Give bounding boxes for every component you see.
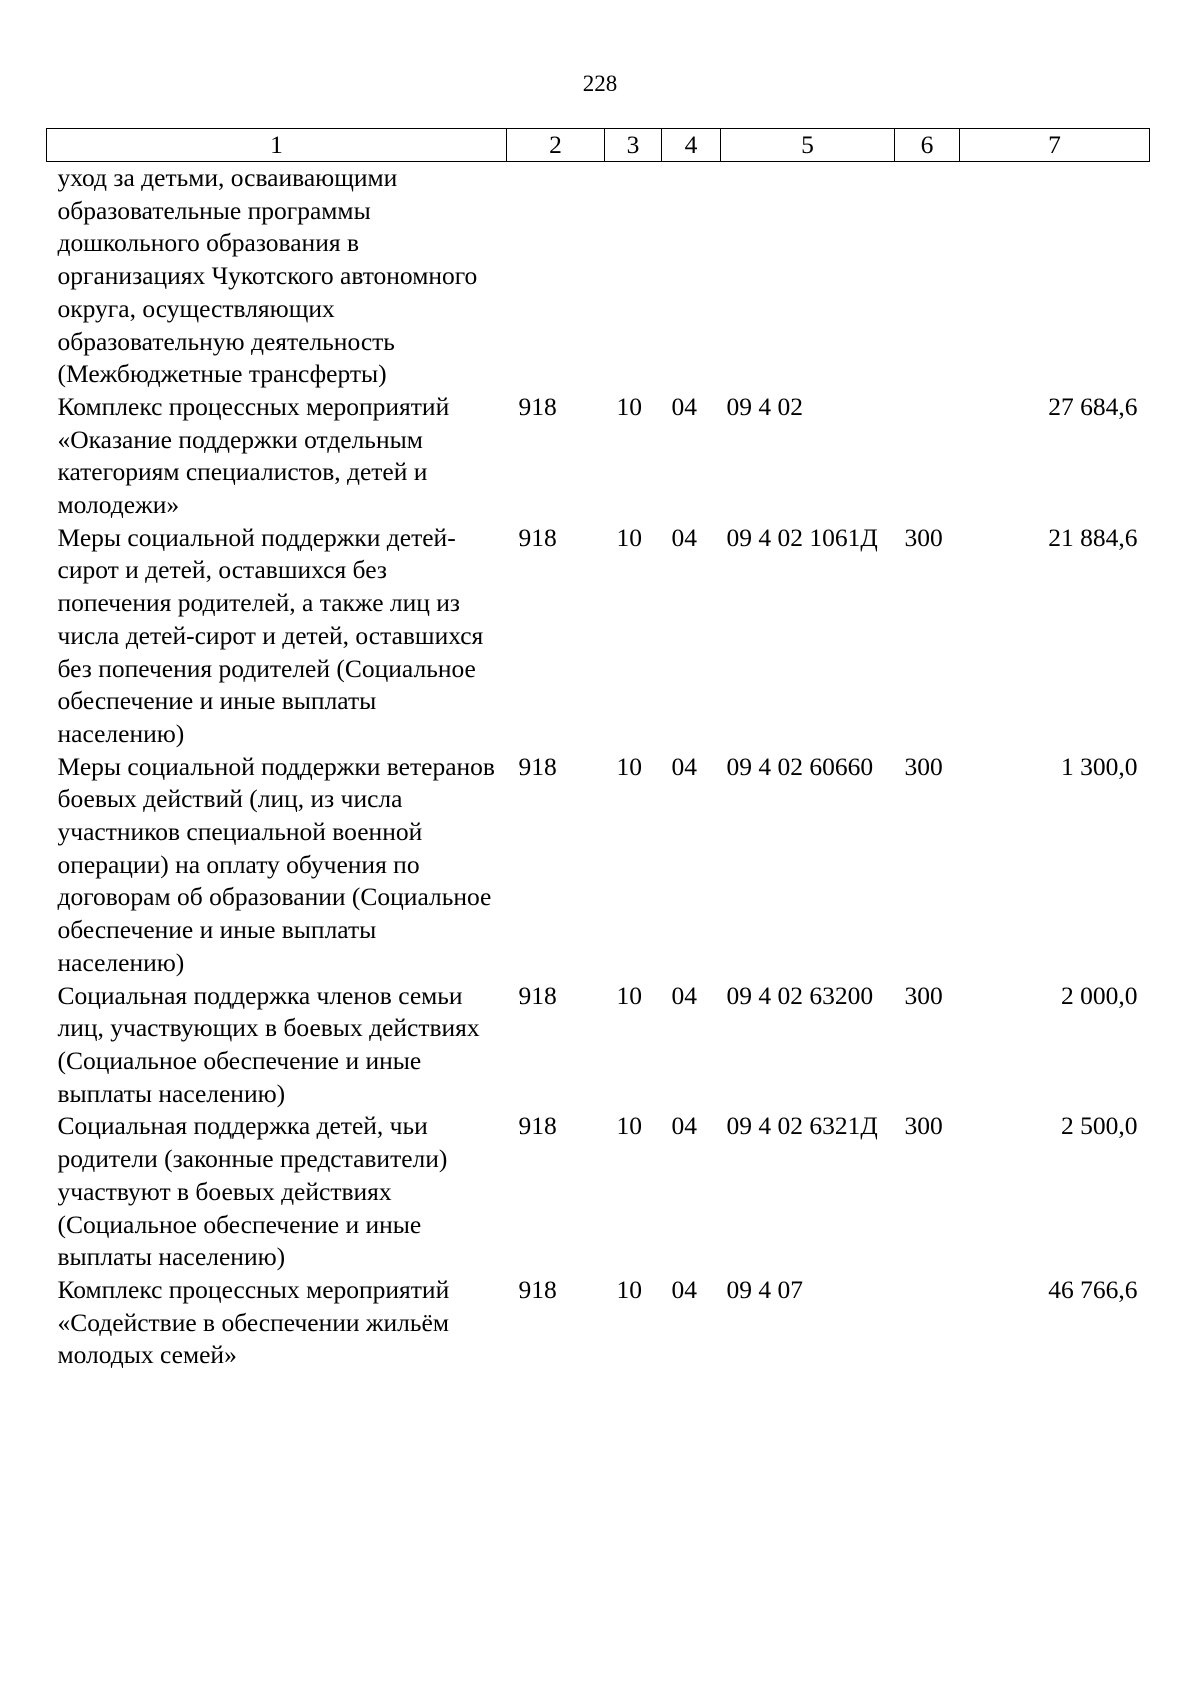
table-row	[47, 522, 1150, 751]
table-row	[47, 980, 1150, 1111]
row-amount: 46 766,6	[1048, 1274, 1138, 1304]
budget-table	[46, 128, 1150, 1372]
row-subsection-code: 04	[671, 522, 697, 552]
table-header	[47, 129, 1150, 162]
row-expense-type: 300	[904, 751, 943, 781]
row-section-code: 10	[616, 751, 642, 781]
row-subsection-code: 04	[671, 391, 697, 421]
header-col-6: 6	[895, 129, 960, 162]
table-row	[47, 1274, 1150, 1372]
row-expense-type: 300	[904, 1111, 943, 1141]
row-admin-code: 918	[518, 391, 557, 421]
header-col-5: 5	[721, 129, 895, 162]
row-admin-code: 918	[518, 522, 557, 552]
row-target-article: 09 4 02 60660	[726, 751, 874, 781]
row-name: Социальная поддержка детей, чьи родители (законные представители) участвуют в боевых действиях (Социальное обеспечение и иные выплаты населению)	[57, 1111, 448, 1272]
row-target-article: 09 4 02 1061Д	[726, 522, 878, 552]
table-row	[47, 751, 1150, 980]
row-name: Меры социальной поддержки ветеранов боевых действий (лиц, из числа участников специальной военной операции) на оплату обучения по договорам об образовании (Социальное обеспечение и иные выплаты населению)	[57, 751, 495, 977]
header-col-4: 4	[662, 129, 721, 162]
table-row	[47, 391, 1150, 522]
row-subsection-code: 04	[671, 1274, 697, 1304]
row-subsection-code: 04	[671, 1111, 697, 1141]
row-name: Социальная поддержка членов семьи лиц, участвующих в боевых действиях (Социальное обеспечение и иные выплаты населению)	[57, 980, 480, 1108]
header-col-2: 2	[507, 129, 605, 162]
row-target-article: 09 4 02 6321Д	[726, 1111, 878, 1141]
row-section-code: 10	[616, 522, 642, 552]
row-target-article: 09 4 02	[726, 391, 803, 421]
row-admin-code: 918	[518, 1111, 557, 1141]
row-target-article	[721, 162, 895, 391]
row-section-code: 10	[616, 1274, 642, 1304]
header-row	[47, 129, 1150, 162]
table-body	[47, 162, 1150, 1373]
row-subsection-code: 04	[671, 980, 697, 1010]
row-subsection-code: 04	[671, 751, 697, 781]
row-admin-code: 918	[518, 980, 557, 1010]
row-amount: 2 000,0	[1061, 980, 1138, 1010]
row-name: Комплекс процессных мероприятий «Оказание поддержки отдельным категориям специалистов, детей и молодежи»	[57, 391, 450, 520]
row-admin-code	[507, 162, 605, 391]
row-section-code	[605, 162, 662, 391]
row-section-code: 10	[616, 391, 642, 421]
row-amount: 21 884,6	[1048, 522, 1138, 552]
row-name: Меры социальной поддержки детей-сирот и детей, оставшихся без попечения родителей, а также лиц из числа детей-сирот и детей, оставшихся без попечения родителей (Социальное обеспечение и иные выплаты населению)	[57, 522, 484, 748]
row-amount: 2 500,0	[1061, 1111, 1138, 1141]
header-col-1: 1	[47, 129, 507, 162]
row-amount: 1 300,0	[1061, 751, 1138, 781]
page-number: 228	[582, 71, 618, 96]
row-target-article: 09 4 02 63200	[726, 980, 874, 1010]
row-expense-type	[895, 1274, 960, 1372]
row-name: уход за детьми, осваивающими образовательные программы дошкольного образования в организациях Чукотского автономного округа, осуществляющих образовательную деятельность (Межбюджетные трансферты)	[57, 163, 478, 389]
row-expense-type	[895, 162, 960, 391]
row-subsection-code	[662, 162, 721, 391]
row-section-code: 10	[616, 980, 642, 1010]
row-expense-type: 300	[904, 980, 943, 1010]
row-expense-type	[895, 391, 960, 522]
row-target-article: 09 4 07	[726, 1274, 803, 1304]
table-row	[47, 162, 1150, 391]
row-section-code: 10	[616, 1111, 642, 1141]
row-name: Комплекс процессных мероприятий «Содействие в обеспечении жильём молодых семей»	[57, 1274, 450, 1370]
header-col-7: 7	[960, 129, 1150, 162]
row-admin-code: 918	[518, 1274, 557, 1304]
row-admin-code: 918	[518, 751, 557, 781]
header-col-3: 3	[605, 129, 662, 162]
row-expense-type: 300	[904, 522, 943, 552]
table-row	[47, 1110, 1150, 1274]
row-amount	[960, 162, 1150, 391]
row-amount: 27 684,6	[1048, 391, 1138, 421]
